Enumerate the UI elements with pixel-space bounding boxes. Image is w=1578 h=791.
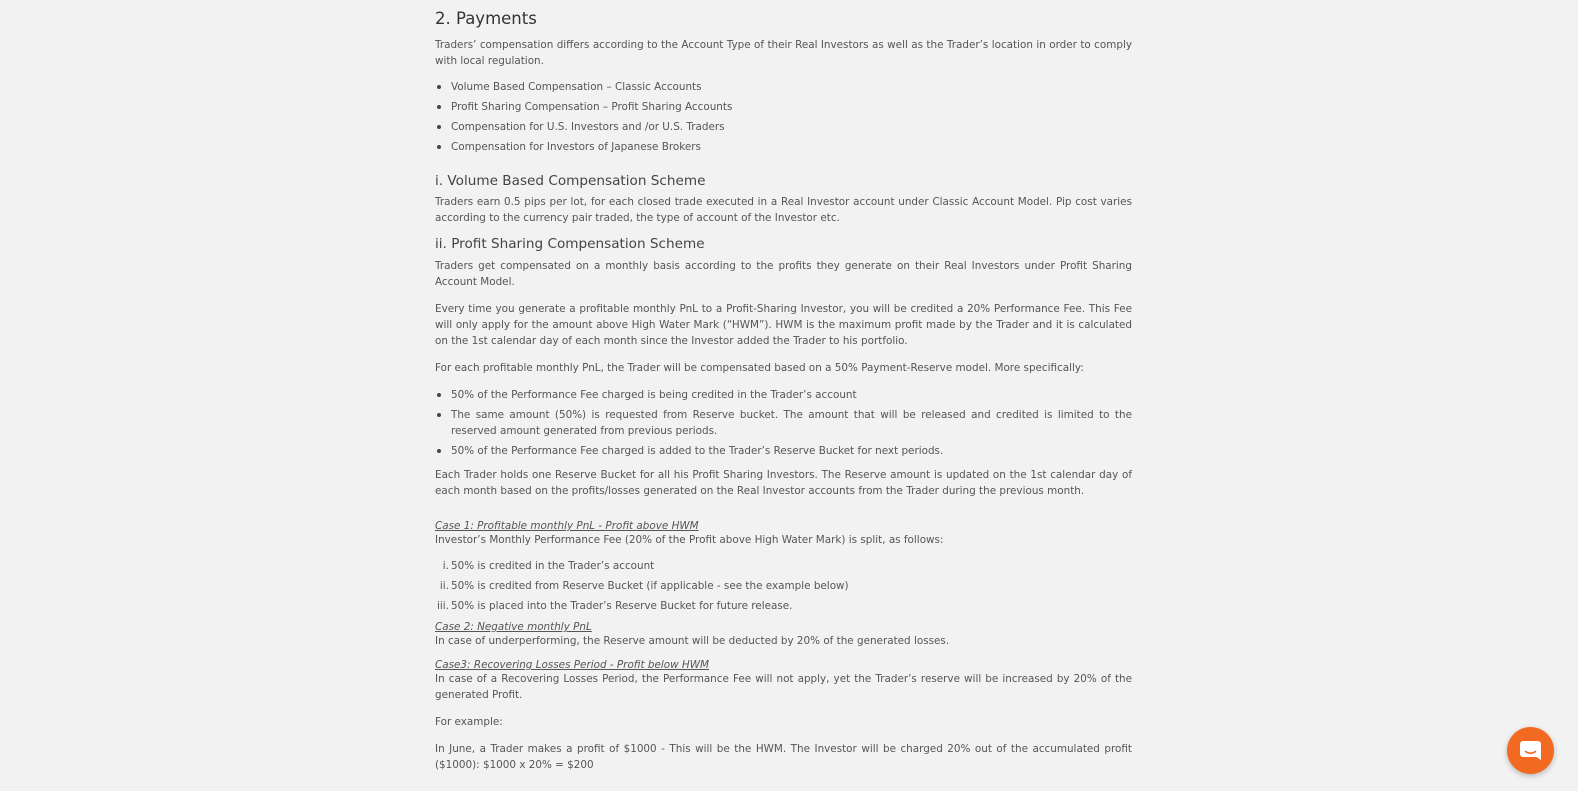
case-1-title: Case 1: Profitable monthly PnL - Profit above HWM [435,520,699,532]
bullet-icon [437,449,441,453]
payment-reserve-paragraph: For each profitable monthly PnL, the Trader will be compensated based on a 50% Payment-Reserve model. More specifically: [435,362,1084,374]
bullet-icon [437,145,441,149]
intro-paragraph: Traders’ compensation differs according to the Account Type of their Real Investors as well as the Trader’s location in order to comply with local regulation. [435,39,1132,67]
volume-scheme-text: Traders earn 0.5 pips per lot, for each closed trade executed in a Real Investor account under Classic Account Model. Pip cost varies according to the currency pair traded, the type of account of the Investor etc. [435,196,1132,224]
case-1-text: Investor’s Monthly Performance Fee (20% of the Profit above High Water Mark) is split, as follows: [435,534,944,546]
payments-heading: 2. Payments [435,9,537,28]
case-2-text: In case of underperforming, the Reserve amount will be deducted by 20% of the generated losses. [435,635,950,647]
example-label: For example: [435,716,503,728]
numbered-item: iii. 50% is placed into the Trader’s Reserve Bucket for future release. [437,600,793,612]
list-item: Volume Based Compensation – Classic Accounts [451,79,1132,95]
chat-launcher-button[interactable] [1507,727,1554,774]
list-item: 50% of the Performance Fee charged is added to the Trader’s Reserve Bucket for next periods. [451,443,1132,459]
bullet-icon [437,413,441,417]
reserve-bucket-paragraph: Each Trader holds one Reserve Bucket for all his Profit Sharing Investors. The Reserve amount is updated on the 1st calendar day of each month based on the profits/losses generated on the Real Investor accounts from the Trader during the previous month. [435,469,1132,497]
bullet-icon [437,105,441,109]
numbered-item: i. 50% is credited in the Trader’s account [442,560,655,572]
bullet-icon [437,85,441,89]
numbered-item: ii. 50% is credited from Reserve Bucket (if applicable - see the example below) [439,580,849,592]
profit-scheme-heading: ii. Profit Sharing Compensation Scheme [435,236,705,252]
chat-bubble-icon [1519,739,1542,762]
case-3-title: Case3: Recovering Losses Period - Profit below HWM [435,659,709,671]
volume-scheme-heading: i. Volume Based Compensation Scheme [435,173,706,189]
list-item: Profit Sharing Compensation – Profit Sharing Accounts [451,99,1132,115]
list-item: 50% of the Performance Fee charged is being credited in the Trader’s account [451,387,1132,403]
profit-scheme-text: Traders get compensated on a monthly basis according to the profits they generate on their Real Investors under Profit Sharing Account Model. [435,260,1132,288]
case-2-title: Case 2: Negative monthly PnL [435,621,592,633]
bullet-icon [437,125,441,129]
performance-fee-paragraph: Every time you generate a profitable monthly PnL to a Profit-Sharing Investor, you will be credited a 20% Performance Fee. This Fee will only apply for the amount above High Water Mark (“HWM”). HWM is the maximum profit made by the Trader and it is calculated on the 1st calendar day of each month since the Investor added the Trader to his portfolio. [435,303,1132,347]
case-3-text: In case of a Recovering Losses Period, the Performance Fee will not apply, yet the Trader’s reserve will be increased by 20% of the generated Profit. [435,673,1132,701]
list-item: Compensation for Investors of Japanese Brokers [451,139,1132,155]
list-item: Compensation for U.S. Investors and /or U.S. Traders [451,119,1132,135]
example-text: In June, a Trader makes a profit of $1000 - This will be the HWM. The Investor will be charged 20% out of the accumulated profit ($1000): $1000 x 20% = $200 [435,743,1132,771]
bullet-icon [437,393,441,397]
list-item: The same amount (50%) is requested from Reserve bucket. The amount that will be released and credited is limited to the reserved amount generated from previous periods. [451,407,1132,439]
